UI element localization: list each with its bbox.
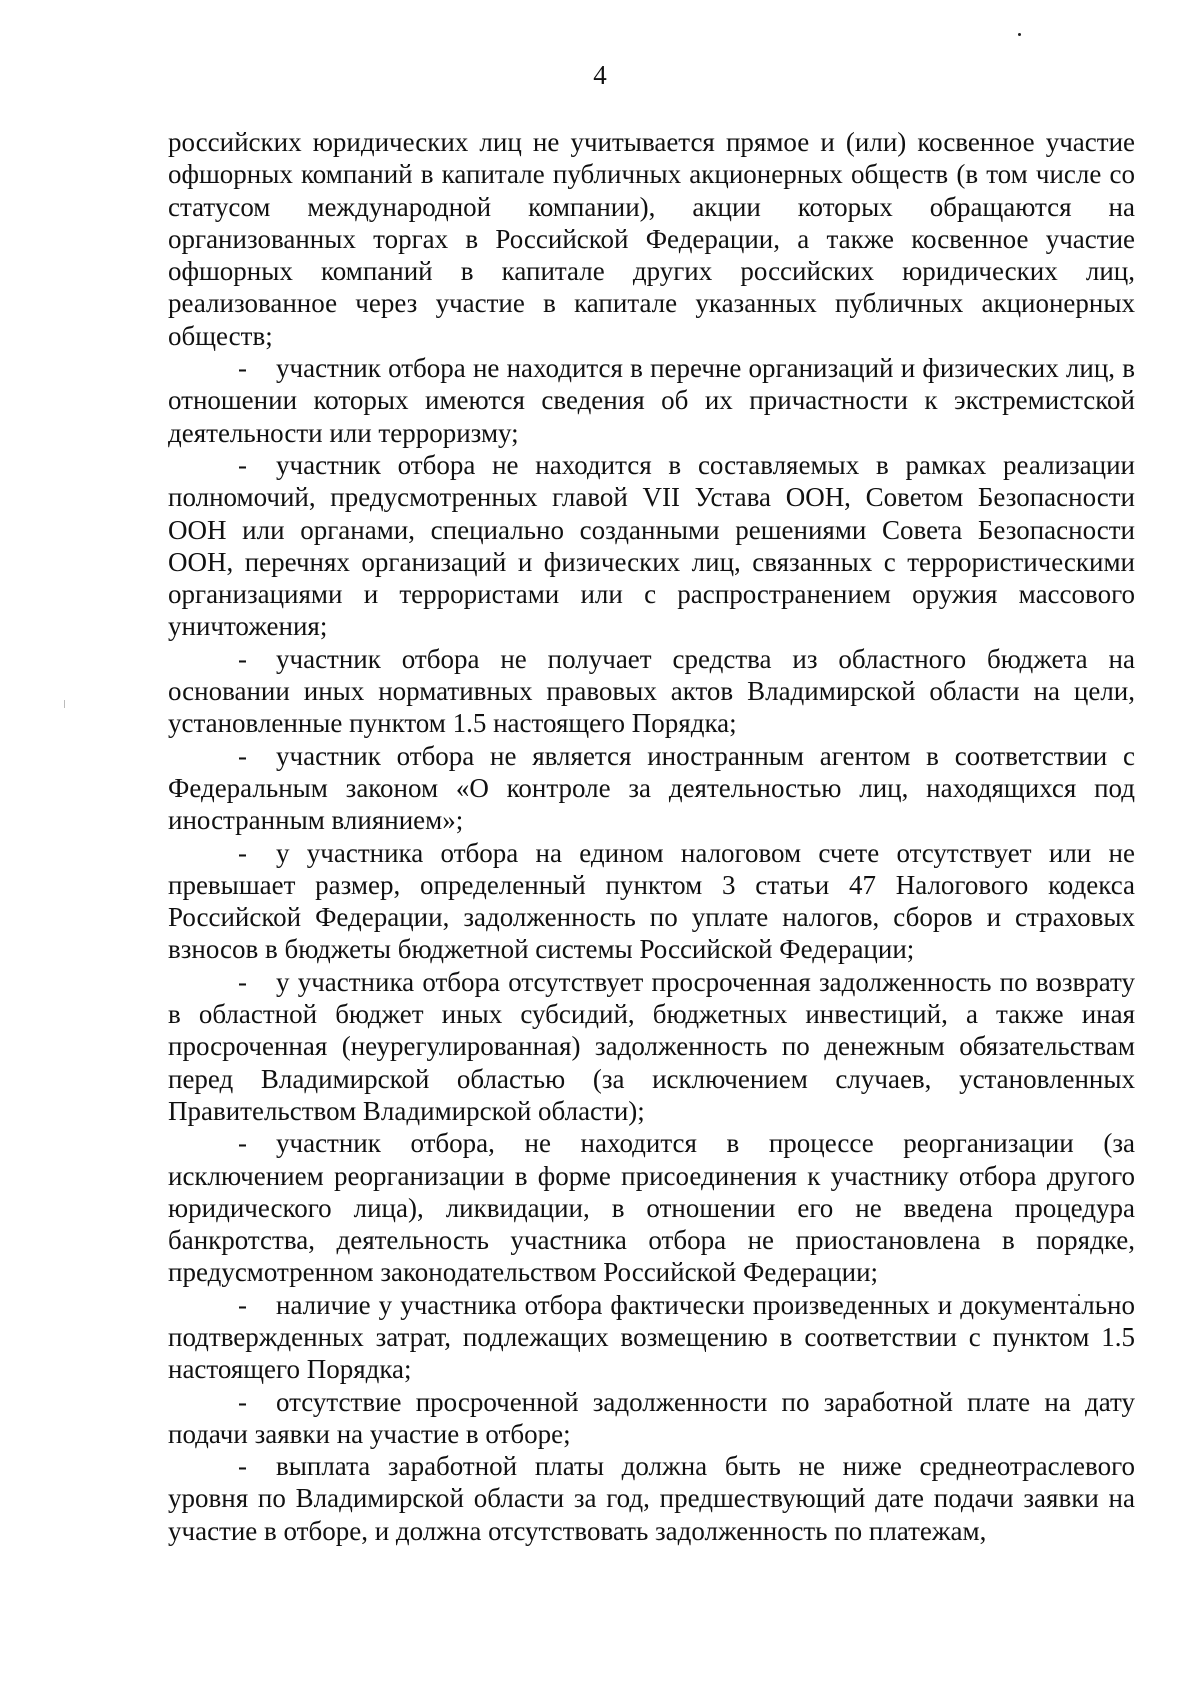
list-item-text: отсутствие просроченной задолженности по заработной плате на дату подачи заявки на участие в отборе; [168,1386,1135,1449]
bullet-dash: - [238,1128,247,1159]
list-item [168,837,1135,966]
list-item [168,966,1135,1127]
list-item [168,643,1135,740]
list-item [168,449,1135,643]
page-number: 4 [593,60,607,90]
list-item-text: участник отбора не находится в составляемых в рамках реализации полномочий, предусмотренных главой VII Устава ООН, Советом Безопасности ООН или органами, специально созданными решениями Совета Безопасности ООН, перечнях организаций и физических лиц, связанных с террористическими организациями и террористами или с распространением оружия массового уничтожения; [168,449,1135,642]
scan-margin-mark [64,700,65,708]
bullet-dash: - [238,1386,247,1417]
bullet-dash: - [238,837,247,868]
list-item-text: участник отбора, не находится в процессе реорганизации (за исключением реорганизации в форме присоединения к участнику отбора другого юридического лица), ликвидации, в отношении его не введена процедура банкротства, деятельность участника отбора не приостановлена в порядке, предусмотренном законодательством Российской Федерации; [168,1128,1135,1288]
bullet-dash: - [238,966,247,997]
list-item [168,1289,1135,1386]
list-item-text: у участника отбора на едином налоговом счете отсутствует или не превышает размер, определенный пунктом 3 статьи 47 Налогового кодекса Российской Федерации, задолженность по уплате налогов, сборов и страховых взносов в бюджеты бюджетной системы Российской Федерации; [168,837,1135,965]
bullet-dash: - [238,1289,247,1320]
paragraph-continuation: российских юридических лиц не учитывается прямое и (или) косвенное участие офшорных компаний в капитале публичных акционерных обществ (в том числе со статусом международной компании), акции которых обращаются на организованных торгах в Российской Федерации, а также косвенное участие офшорных компаний в капитале других российских юридических лиц, реализованное через участие в капитале указанных публичных акционерных обществ; [168,127,1135,351]
bullet-dash: - [238,740,247,771]
list-item-text: участник отбора не находится в перечне организаций и физических лиц, в отношении которых имеются сведения об их причастности к экстремистской деятельности или терроризму; [168,353,1135,448]
list-item [168,352,1135,449]
list-item-text: участник отбора не является иностранным агентом в соответствии с Федеральным законом «О контроле за деятельностью лиц, находящихся под иностранным влиянием»; [168,740,1135,836]
bullet-dash: - [238,449,247,480]
list-item-text: наличие у участника отбора фактически произведенных и документально подтвержденных затрат, подлежащих возмещению в соответствии с пунктом 1.5 настоящего Порядка; [168,1289,1135,1385]
bullet-dash: - [238,1451,247,1482]
bullet-dash: - [238,353,247,384]
list-item-text: выплата заработной платы должна быть не ниже среднеотраслевого уровня по Владимирской области за год, предшествующий дате подачи заявки на участие в отборе, и должна отсутствовать задолженность по платежам, [168,1451,1135,1546]
list-item [168,1450,1135,1547]
list-item-text: у участника отбора отсутствует просроченная задолженность по возврату в областной бюджет иных субсидий, бюджетных инвестиций, а также иная просроченная (неурегулированная) задолженность по денежным обязательствам перед Владимирской областью (за исключением случаев, установленных Правительством Владимирской области); [168,966,1135,1126]
list-item-text: участник отбора не получает средства из областного бюджета на основании иных нормативных правовых актов Владимирской области на цели, установленные пунктом 1.5 настоящего Порядка; [168,643,1135,739]
list-item [168,1386,1135,1451]
document-body [168,126,1135,1547]
bullet-dash: - [238,643,247,674]
scan-speck [1018,33,1021,36]
list-item [168,740,1135,837]
list-item [168,1127,1135,1288]
